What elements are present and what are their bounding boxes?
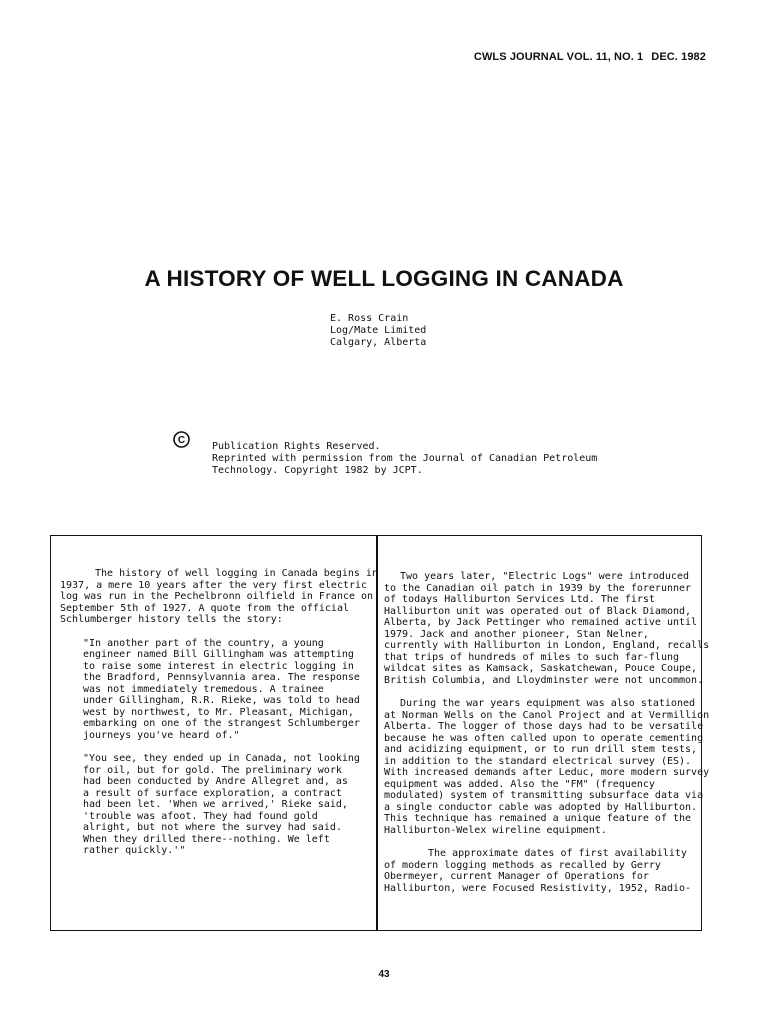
paragraph xyxy=(384,571,710,686)
text-line: embarking on one of the strangest Schlumberger xyxy=(83,718,360,729)
text-line: and acidizing equipment, or to run drill stem tests, xyxy=(384,744,698,755)
text-line: was not immediately tremedous. A trainee xyxy=(83,683,324,695)
text-line: because he was often called upon to operate cementing xyxy=(384,732,704,744)
text-line: This technique has remained a unique feature of the xyxy=(384,813,692,824)
text-line: a single conductor cable was adopted by Halliburton. xyxy=(384,801,698,813)
text-line: that trips of hundreds of miles to such far-flung xyxy=(384,651,680,663)
text-line: "In another part of the country, a young xyxy=(83,637,324,649)
text-line: 1979. Jack and another pioneer, Stan Nelner, xyxy=(384,628,649,640)
text-line: had been conducted by Andre Allegret and, as xyxy=(83,776,348,787)
text-line: British Columbia, and Lloydminster were not uncommon. xyxy=(384,674,704,686)
right-column xyxy=(384,571,710,906)
text-line: Halliburton, were Focused Resistivity, 1952, Radio- xyxy=(384,882,692,894)
article-title: A HISTORY OF WELL LOGGING IN CANADA xyxy=(144,266,624,291)
text-line: Alberta. The logger of those days had to be versatile xyxy=(384,721,704,732)
left-column xyxy=(60,568,378,869)
text-line: log was run in the Pechelbronn oilfield in France on xyxy=(60,591,374,602)
text-line: wildcat sites as Kamsack, Saskatchewan, Pouce Coupe, xyxy=(384,663,698,674)
text-line: The approximate dates of first availability xyxy=(428,848,687,859)
text-line: September 5th of 1927. A quote from the official xyxy=(60,602,349,614)
text-line: 'trouble was afoot. They had found gold xyxy=(83,810,318,822)
text-line: to the Canadian oil patch in 1939 by the forerunner xyxy=(384,582,692,594)
text-line: had been let. 'When we arrived,' Rieke said, xyxy=(83,799,348,810)
text-line: When they drilled there--nothing. We left xyxy=(83,833,330,845)
journal-header xyxy=(474,51,706,63)
text-line: for oil, but for gold. The preliminary work xyxy=(83,764,342,776)
paragraph xyxy=(60,753,372,857)
text-line: Halliburton-Welex wireline equipment. xyxy=(384,824,607,836)
paragraph xyxy=(384,698,710,836)
text-line: modulated) system of transmitting subsurface data via xyxy=(384,790,704,801)
journal-name: CWLS JOURNAL VOL. 11, NO. 1 xyxy=(473,51,644,63)
text-line: under Gillingham, R.R. Rieke, was told to head xyxy=(83,695,360,706)
issue-date: DEC. 1982 xyxy=(651,51,706,63)
text-line: currently with Halliburton in London, England, recalls xyxy=(384,640,710,651)
text-line: 1937, a mere 10 years after the very first electric xyxy=(60,579,368,591)
text-line: a result of surface exploration, a contract xyxy=(83,787,342,799)
author-affiliation: Log/Mate Limited xyxy=(330,325,427,336)
text-line: in addition to the standard electrical survey (ES). xyxy=(384,755,692,767)
text-line: of todays Halliburton Services Ltd. The first xyxy=(384,594,655,605)
text-line: Two years later, "Electric Logs" were introduced xyxy=(400,571,689,582)
copyright-icon xyxy=(173,431,190,448)
copyright-symbol: C xyxy=(177,435,186,446)
rights-line: Technology. Copyright 1982 by JCPT. xyxy=(212,465,423,476)
text-line: alright, but not where the survey had said. xyxy=(83,822,342,833)
text-line: the Bradford, Pennsylvannia area. The response xyxy=(83,672,360,683)
text-line: Obermeyer, current Manager of Operations for xyxy=(384,871,649,882)
text-line: During the war years equipment was also stationed xyxy=(400,698,696,709)
text-line: rather quickly.'" xyxy=(83,845,186,856)
page-number: 43 xyxy=(378,969,390,980)
text-line: The history of well logging in Canada begins in xyxy=(95,568,378,579)
rights-line: Reprinted with permission from the Journal of Canadian Petroleum xyxy=(212,453,598,464)
paragraph xyxy=(60,638,372,742)
text-line: to raise some interest in electric logging in xyxy=(83,660,354,672)
column-divider xyxy=(376,535,378,931)
text-line: Alberta, by Jack Pettinger who remained active until xyxy=(384,617,698,628)
text-line: at Norman Wells on the Canol Project and at Vermillion xyxy=(384,709,710,721)
rights-line: Publication Rights Reserved. xyxy=(212,441,381,452)
text-line: Schlumberger history tells the story: xyxy=(60,614,283,625)
text-line: engineer named Bill Gillingham was attempting xyxy=(83,649,354,660)
text-line: "You see, they ended up in Canada, not looking xyxy=(83,753,360,764)
rights-notice xyxy=(212,441,597,477)
author-name: E. Ross Crain xyxy=(330,313,409,324)
paragraph xyxy=(60,568,378,626)
text-line: journeys you've heard of." xyxy=(83,729,240,741)
author-byline xyxy=(330,313,426,349)
paragraph xyxy=(384,848,704,894)
author-location: Calgary, Alberta xyxy=(330,337,427,348)
text-line: of modern logging methods as recalled by Gerry xyxy=(384,859,661,871)
text-line: With increased demands after Leduc, more modern survey xyxy=(384,767,710,778)
text-line: Halliburton unit was operated out of Black Diamond, xyxy=(384,605,692,617)
text-line: west by northwest, to Mr. Pleasant, Michigan, xyxy=(83,706,354,718)
text-line: equipment was added. Also the "FM" (frequency xyxy=(384,778,655,790)
